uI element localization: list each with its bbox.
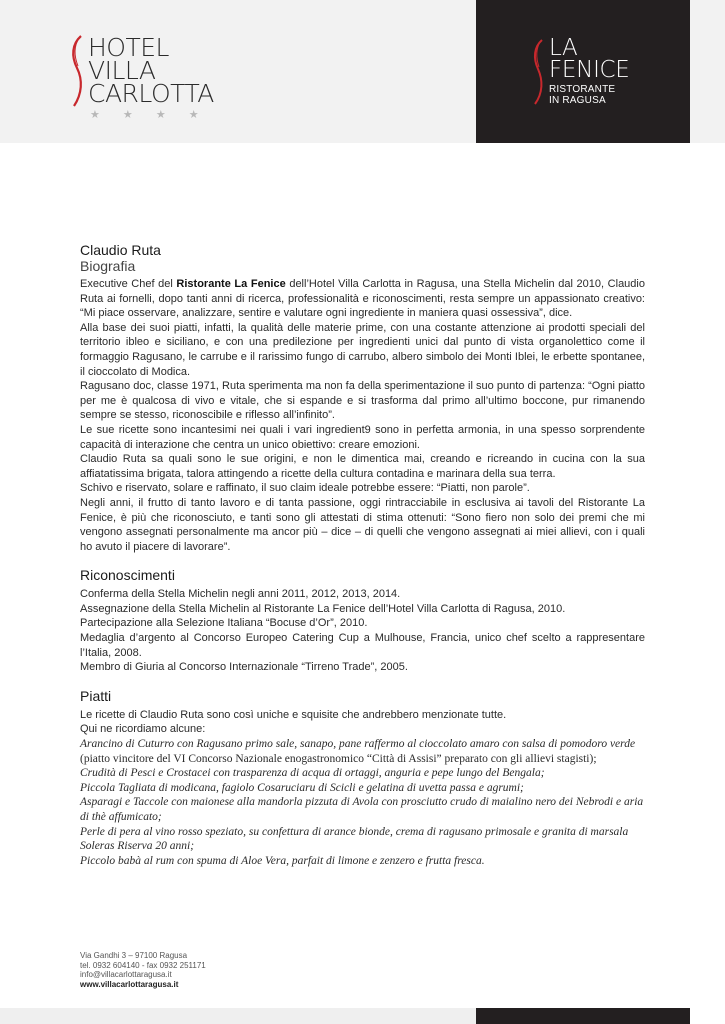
bio-paragraph-3: Ragusano doc, classe 1971, Ruta sperimenta ma non fa della sperimentazione il suo punto di partenza: “Ogni piatto per me è qualcosa di vivo e vitale, che si espande e si trasforma dal primo all’ultimo boccone, pur rimanendo sempre se stesso, riconoscibile e riflesso all’infinito”.: [80, 380, 645, 422]
la-fenice-sub2: IN RAGUSA: [549, 95, 606, 106]
bio-paragraph-2: Alla base dei suoi piatti, infatti, la qualità delle materie prime, con una costante attenzione ai prodotti speciali del territorio ibleo e siciliano, e con una predilezione per ingredienti unici dal punto di vista organolettico come il formaggio Ragusano, le carrube e il rarissimo fungo di carrubo, albero simbolo dei Monti Iblei, le erbette spontanee, il cioccolato di Modica.: [80, 321, 645, 378]
footer-address: Via Gandhi 3 – 97100 Ragusa: [80, 951, 188, 960]
award-item: Assegnazione della Stella Michelin al Ristorante La Fenice dell’Hotel Villa Carlotta di Ragusa, 2010.: [80, 602, 566, 615]
la-fenice-subtitle: [549, 84, 615, 106]
hotel-star-rating: ★ ★ ★ ★: [90, 109, 209, 121]
dish-item: Asparagi e Taccole con maionese alla mandorla pizzuta di Avola con prosciutto crudo di maialino nero dei Nebrodi e aria di thè affumicato;: [80, 796, 644, 823]
hotel-logo-line1: HOTEL: [88, 33, 169, 62]
bio-paragraph-4: Le sue ricette sono incantesimi nei quali i vari ingredient9 sono in perfetta armonia, in una spesso sorprendente capacità di interazione che centra un unico obiettivo: creare emozioni.: [80, 423, 645, 451]
hotel-logo-line3: CARLOTTA: [88, 79, 214, 108]
footer-bar-dark: [476, 1008, 690, 1024]
chef-name-heading: Claudio Ruta: [80, 242, 161, 258]
bio-paragraph-5: Claudio Ruta sa quali sono le sue origini, e non le dimentica mai, creando e ricreando in cucina con la sua affiatatissima brigata, talora attingendo a ricette della cultura contadina e marinara della sua terra.: [80, 453, 645, 480]
red-s-swirl-icon: [532, 38, 546, 106]
dish-item: Piccola Tagliata di modicana, fagiolo Cosaruciaru di Scicli e gelatina di uvetta passa e agrumi;: [80, 781, 524, 794]
bio-paragraph-1: [80, 277, 645, 321]
la-fenice-line1: LA: [549, 35, 578, 61]
dishes-intro-1: Le ricette di Claudio Ruta sono così uniche e squisite che andrebbero menzionate tutte.: [80, 708, 507, 721]
dish-item: Piccolo babà al rum con spuma di Aloe Vera, parfait di limone e zenzero e frutta fresca.: [80, 854, 485, 867]
la-fenice-logo-text: [549, 37, 630, 81]
hotel-villa-carlotta-logo: [70, 34, 250, 124]
footer-email: info@villacarlottaragusa.it: [80, 970, 172, 979]
footer-phone: tel. 0932 604140 - fax 0932 251171: [80, 960, 206, 970]
hotel-logo-line2: VILLA: [88, 56, 156, 85]
bio-p1-prefix: Executive Chef del: [80, 278, 177, 290]
letterhead-header: [0, 0, 725, 143]
restaurant-name-bold: Ristorante La Fenice: [176, 278, 286, 290]
la-fenice-line2: FENICE: [549, 57, 630, 83]
bio-paragraph-7: Negli anni, il frutto di tanto lavoro e di tanta passione, oggi rintracciabile in esclusiva ai tavoli del Ristorante La Fenice, è più che riconosciuto, e tanti sono gli attestati di stima ottenuti: “Sono fiero non solo dei premi che mi vengono assegnati personalmente ma ancor più – dice – di quelli che vengono assegnati ai miei allievi, con i quali ho avuto il piacere di lavorare”.: [80, 496, 645, 553]
footer-bar-light: [0, 1008, 476, 1024]
dish-item: Crudità di Pesci e Crostacei con trasparenza di acqua di ortaggi, anguria e pepe lungo del Bengala;: [80, 767, 545, 780]
dish-note: (piatto vincitore del VI Concorso Nazionale enogastronomico “Città di Assisi” preparato con gli allievi stagisti);: [80, 752, 597, 765]
footer-website: www.villacarlottaragusa.it: [80, 979, 179, 989]
dish-item: Perle di pera al vino rosso speziato, su confettura di arance bionde, crema di ragusano primosale e granita di marsala Soleras Riserva 20 anni;: [80, 825, 629, 853]
dishes-heading: Piatti: [80, 687, 112, 704]
awards-heading: Riconoscimenti: [80, 567, 175, 584]
red-s-swirl-icon: [70, 34, 86, 108]
hotel-logo-text: [88, 33, 214, 108]
biography-subheading: Biografia: [80, 258, 136, 274]
document-body: [80, 242, 645, 868]
bio-paragraph-6: Schivo e riservato, solare e raffinato, il suo claim ideale potrebbe essere: “Piatti, non parole”.: [80, 482, 530, 495]
bio-p1-suffix: dell’Hotel Villa Carlotta in Ragusa, una Stella Michelin dal 2010, Claudio Ruta ai fornelli, dopo tanti anni di ricerca, professionalità e riconoscimenti, resta sempre un appassionato creativo: “Mi piace osservare, analizzare, sentire e valutare ogni ingrediente in maniera quasi ossessiva”, dice.: [80, 278, 645, 320]
letterhead-footer: [80, 951, 206, 989]
dishes-intro-2: Qui ne ricordiamo alcune:: [80, 723, 206, 736]
award-item: Medaglia d’argento al Concorso Europeo Catering Cup a Mulhouse, Francia, unico chef scelto a rappresentare l’Italia, 2008.: [80, 632, 645, 659]
la-fenice-sub1: RISTORANTE: [549, 84, 616, 95]
la-fenice-logo-panel: [476, 0, 690, 143]
award-item: Membro di Giuria al Concorso Internazionale “Tirreno Trade”, 2005.: [80, 661, 408, 674]
dish-item: Arancino di Cuturro con Ragusano primo sale, sanapo, pane raffermo al cioccolato amaro con salsa di pomodoro verde: [80, 738, 636, 751]
award-item: Conferma della Stella Michelin negli anni 2011, 2012, 2013, 2014.: [80, 588, 401, 601]
award-item: Partecipazione alla Selezione Italiana “Bocuse d’Or”, 2010.: [80, 617, 368, 630]
